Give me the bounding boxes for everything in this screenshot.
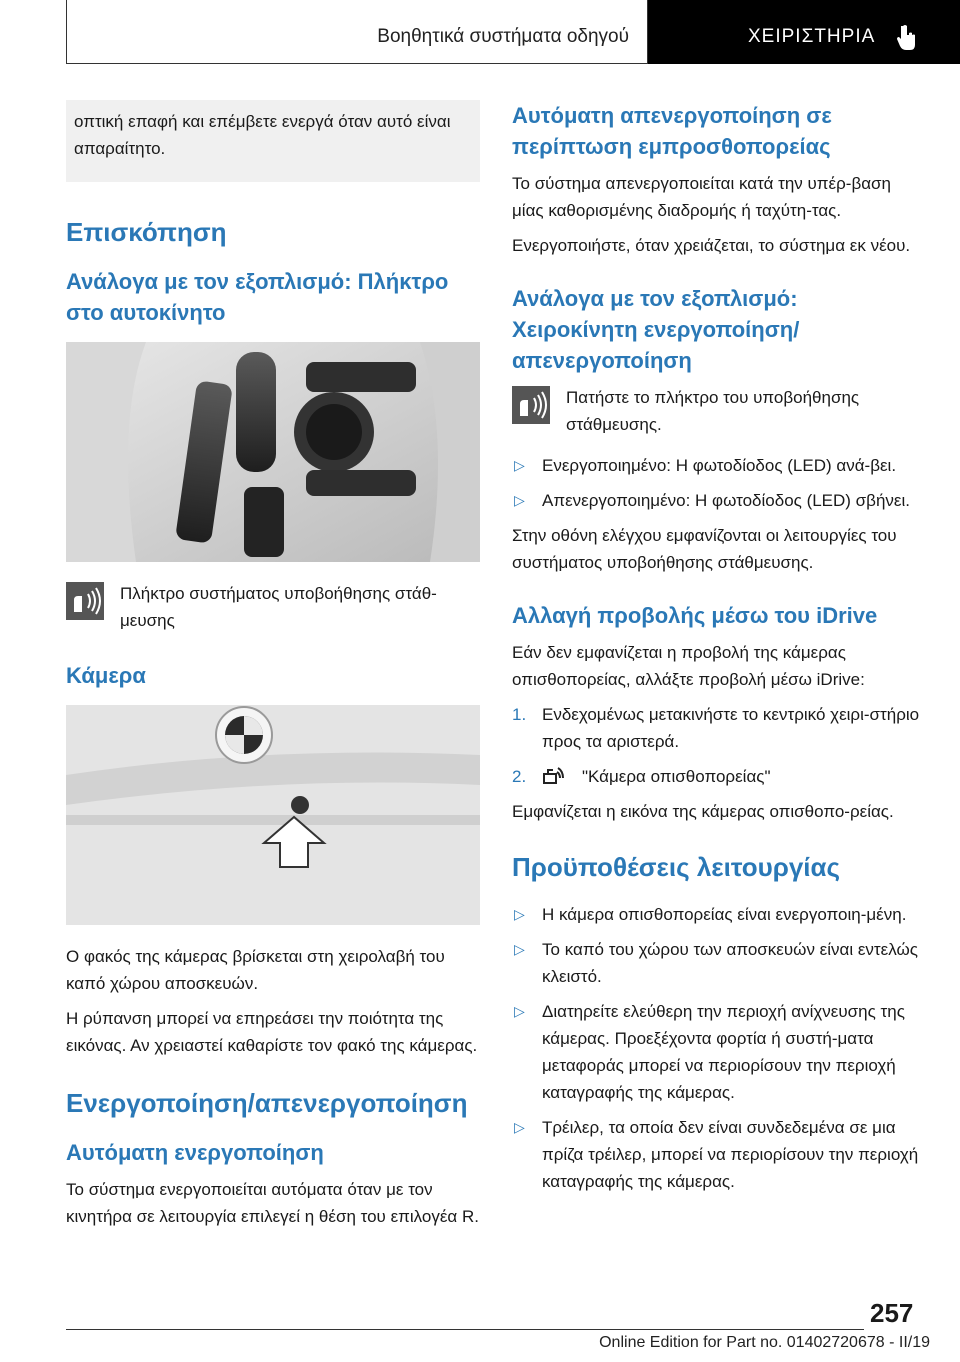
triangle-bullet-icon: ▷ bbox=[514, 941, 525, 957]
rear-view-camera-icon bbox=[542, 764, 568, 786]
hand-pointer-icon bbox=[896, 24, 918, 50]
left-column bbox=[66, 100, 480, 1238]
view-text: Εάν δεν εμφανίζεται η προβολή της κάμερας οπισθοπορείας, αλλάξτε προβολή μέσω iDrive: bbox=[512, 643, 865, 689]
triangle-bullet-icon: ▷ bbox=[514, 1003, 525, 1019]
button-caption: Πλήκτρο συστήματος υποβοήθησης στάθ-μευσης bbox=[120, 584, 437, 630]
list-item: ▷ Απενεργοποιημένο: Η φωτοδίοδος (LED) σβήνει. bbox=[512, 487, 924, 514]
camera-paragraph-1: Ο φακός της κάμερας βρίσκεται στη χειρολαβή του καπό χώρου αποσκευών. bbox=[66, 947, 445, 993]
note-text: οπτική επαφή και επέμβετε ενεργά όταν αυτό είναι απαραίτητο. bbox=[74, 112, 451, 158]
triangle-bullet-icon: ▷ bbox=[514, 492, 525, 508]
functions-text: Στην οθόνη ελέγχου εμφανίζονται οι λειτουργίες του συστήματος υποβοήθησης στάθμευσης. bbox=[512, 526, 897, 572]
activation-heading: Ενεργοποίηση/απενεργοποίηση bbox=[66, 1088, 468, 1118]
note-box bbox=[66, 100, 480, 182]
button-heading: Ανάλογα με τον εξοπλισμό: Πλήκτρο στο αυτοκίνητο bbox=[66, 269, 449, 325]
list-item: ▷ Το καπό του χώρου των αποσκευών είναι εντελώς κλειστό. bbox=[512, 936, 924, 990]
view-result: Εμφανίζεται η εικόνα της κάμερας οπισθοπο-ρείας. bbox=[512, 802, 894, 821]
center-console-photo bbox=[66, 342, 480, 562]
chapter-title: ΧΕΙΡΙΣΤΗΡΙΑ bbox=[748, 26, 876, 47]
manual-instruction: Πατήστε το πλήκτρο του υποβοήθησης στάθμευσης. bbox=[566, 388, 860, 434]
conditions-heading: Προϋποθέσεις λειτουργίας bbox=[512, 852, 841, 882]
button-caption-row bbox=[66, 580, 480, 634]
view-heading: Αλλαγή προβολής μέσω του iDrive bbox=[512, 603, 878, 628]
auto-off-paragraph-1: Το σύστημα απενεργοποιείται κατά την υπέρ-βαση μίας καθορισμένης διαδρομής ή ταχύτη-τας. bbox=[512, 174, 891, 220]
section-title: Βοηθητικά συστήματα οδηγού bbox=[66, 0, 648, 64]
triangle-bullet-icon: ▷ bbox=[514, 906, 525, 922]
right-column bbox=[512, 100, 924, 1203]
manual-instruction-row bbox=[512, 384, 924, 438]
list-item: ▷ Διατηρείτε ελεύθερη την περιοχή ανίχνευσης της κάμερας. Προεξέχοντα φορτία ή συστή-ματα μεταφοράς μπορεί να περιορίσουν την περιοχή καταγραφής της κάμερας. bbox=[512, 998, 924, 1106]
auto-off-heading: Αυτόματη απενεργοποίηση σε περίπτωση εμπροσθοπορείας bbox=[512, 103, 832, 159]
triangle-bullet-icon: ▷ bbox=[514, 1119, 525, 1135]
overview-heading: Επισκόπηση bbox=[66, 217, 227, 247]
list-item: ▷ Τρέιλερ, τα οποία δεν είναι συνδεδεμένα σε μια πρίζα τρέιλερ, μπορεί να περιορίσουν την περιοχή καταγραφής της κάμερας. bbox=[512, 1114, 924, 1195]
edition-text: Online Edition for Part no. 01402720678 - II/19 bbox=[599, 1334, 930, 1351]
step-item: 2. "Κάμερα οπισθοπορείας" bbox=[512, 763, 924, 790]
park-distance-control-icon bbox=[66, 582, 104, 620]
view-steps bbox=[512, 701, 924, 790]
page-number: 257 bbox=[870, 1298, 914, 1328]
list-item: ▷ Ενεργοποιημένο: Η φωτοδίοδος (LED) ανά-βει. bbox=[512, 452, 924, 479]
footer-divider bbox=[66, 1329, 864, 1330]
camera-paragraph-2: Η ρύπανση μπορεί να επηρεάσει την ποιότητα της εικόνας. Αν χρειαστεί καθαρίστε τον φακό της κάμερας. bbox=[66, 1009, 478, 1055]
step-item: 1. Ενδεχομένως μετακινήστε το κεντρικό χειρι-στήριο προς τα αριστερά. bbox=[512, 705, 920, 751]
auto-activation-heading: Αυτόματη ενεργοποίηση bbox=[66, 1140, 324, 1165]
led-status-list bbox=[512, 452, 924, 514]
conditions-list bbox=[512, 901, 924, 1195]
manual-heading: Ανάλογα με τον εξοπλισμό: Χειροκίνητη ενεργοποίηση/ απενεργοποίηση bbox=[512, 286, 800, 373]
auto-activation-text: Το σύστημα ενεργοποιείται αυτόματα όταν με τον κινητήρα σε λειτουργία επιλεγεί η θέση του επιλογέα R. bbox=[66, 1180, 479, 1226]
camera-heading: Κάμερα bbox=[66, 663, 146, 688]
auto-off-paragraph-2: Ενεργοποιήστε, όταν χρειάζεται, το σύστημα εκ νέου. bbox=[512, 236, 911, 255]
list-item: ▷ Η κάμερα οπισθοπορείας είναι ενεργοποιη-μένη. bbox=[512, 901, 924, 928]
trunk-camera-photo bbox=[66, 705, 480, 925]
chapter-tab bbox=[648, 0, 960, 64]
triangle-bullet-icon: ▷ bbox=[514, 457, 525, 473]
park-distance-control-icon bbox=[512, 386, 550, 424]
